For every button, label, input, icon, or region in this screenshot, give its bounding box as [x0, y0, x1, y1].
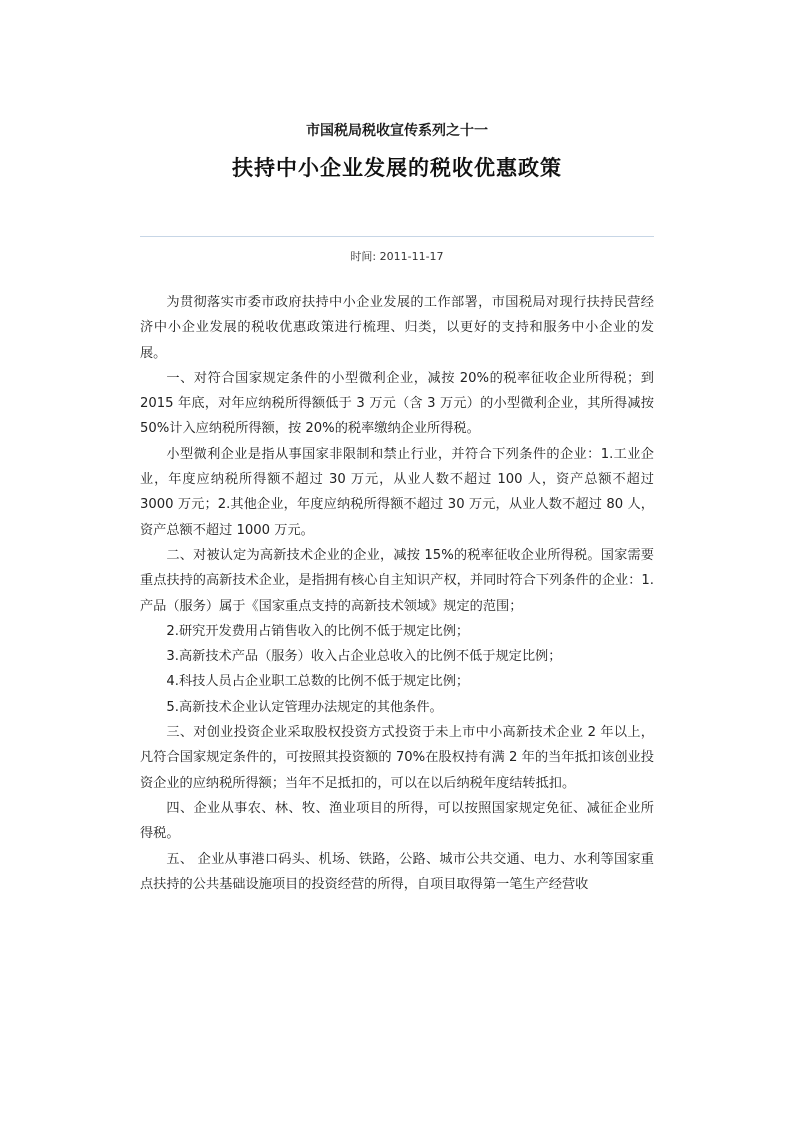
- document-title: 扶持中小企业发展的税收优惠政策: [232, 155, 562, 180]
- publish-date: 时间: 2011-11-17: [350, 250, 444, 263]
- paragraph-item-3: 三、对创业投资企业采取股权投资方式投资于未上市中小高新技术企业 2 年以上，凡符合国家规定条件的，可按照其投资额的 70%在股权持有满 2 年的当年抵扣该创业投资企业的应纳税所得额；当年不足抵扣的，可以在以后纳税年度结转抵扣。: [140, 725, 654, 791]
- paragraph-item-4: 四、企业从事农、林、牧、渔业项目的所得，可以按照国家规定免征、减征企业所得税。: [140, 800, 654, 842]
- paragraph-intro: 为贯彻落实市委市政府扶持中小企业发展的工作部署，市国税局对现行扶持民营经济中小企业发展的税收优惠政策进行梳理、归类，以更好的支持和服务中小企业的发展。: [140, 295, 654, 361]
- series-heading: 市国税局税收宣传系列之十一: [306, 123, 488, 139]
- title-divider: [140, 236, 654, 237]
- article-body: [140, 290, 654, 897]
- paragraph-item-2-condition-2: 2.研究开发费用占销售收入的比例不低于规定比例；: [166, 623, 470, 639]
- paragraph-item-2-condition-5: 5.高新技术企业认定管理办法规定的其他条件。: [166, 699, 443, 715]
- paragraph-item-2: 二、对被认定为高新技术企业的企业，减按 15%的税率征收企业所得税。国家需要重点扶持的高新技术企业，是指拥有核心自主知识产权，并同时符合下列条件的企业：1.产品（服务）属于《国家重点支持的高新技术领域》规定的范围；: [140, 547, 654, 614]
- paragraph-item-2-condition-3: 3.高新技术产品（服务）收入占企业总收入的比例不低于规定比例；: [166, 649, 562, 665]
- paragraph-item-1-definition: 小型微利企业是指从事国家非限制和禁止行业，并符合下列条件的企业：1.工业企业，年度应纳税所得额不超过 30 万元，从业人数不超过 100 人，资产总额不超过 3000 万元；2.其他企业，年度应纳税所得额不超过 30 万元，从业人数不超过 80 人，资产总额不超过 1000 万元。: [140, 446, 654, 538]
- paragraph-item-2-condition-4: 4.科技人员占企业职工总数的比例不低于规定比例；: [166, 674, 470, 690]
- paragraph-item-1: 一、对符合国家规定条件的小型微利企业，减按 20%的税率征收企业所得税；到 2015 年底，对年应纳税所得额低于 3 万元（含 3 万元）的小型微利企业，其所得减按 50%计入应纳税所得额，按 20%的税率缴纳企业所得税。: [140, 370, 654, 437]
- paragraph-item-5: 五、 企业从事港口码头、机场、铁路，公路、城市公共交通、电力、水利等国家重点扶持的公共基础设施项目的投资经营的所得，自项目取得第一笔生产经营收: [140, 851, 654, 892]
